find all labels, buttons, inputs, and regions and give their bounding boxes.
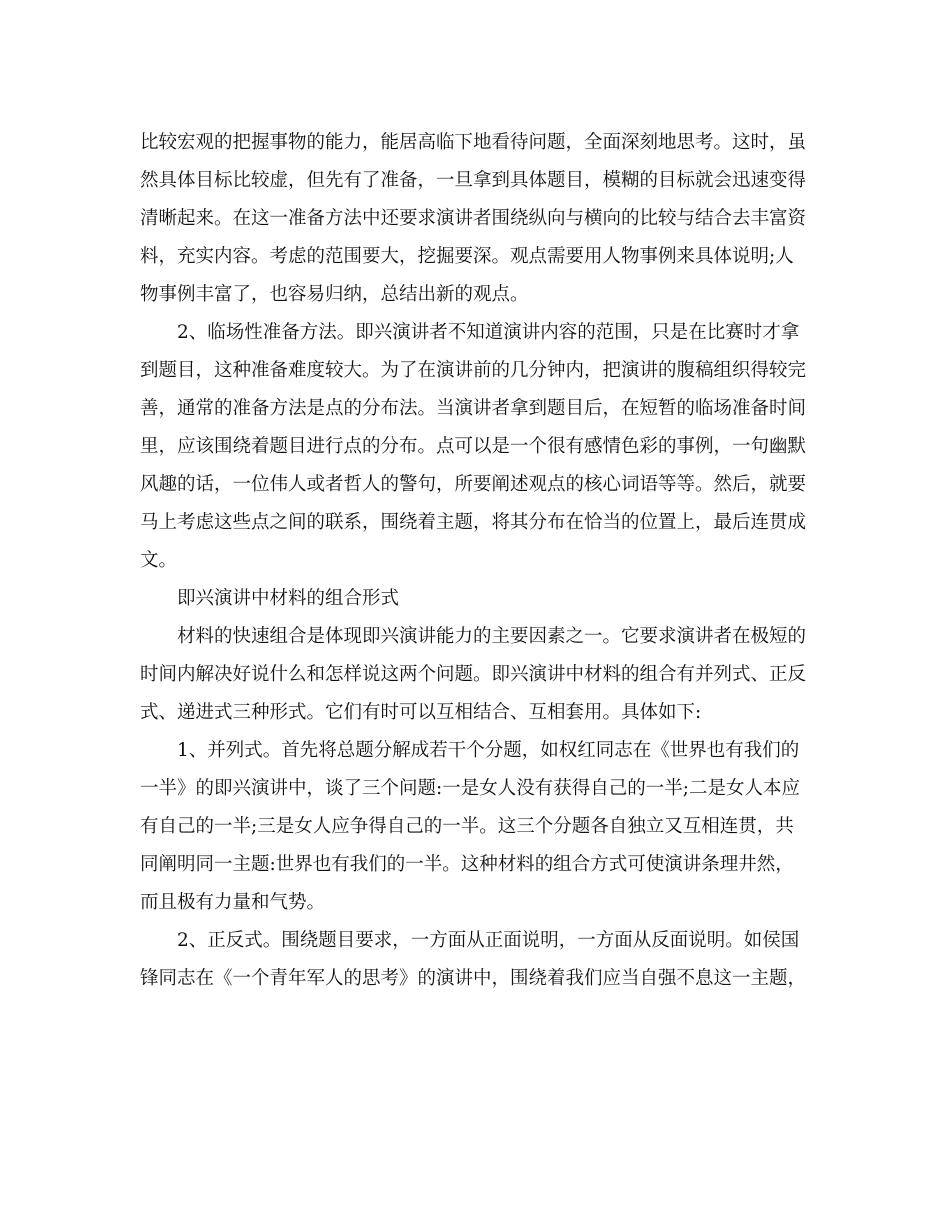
- paragraph-p4: [140, 618, 810, 732]
- text-line: 有自己的一半;三是女人应争得自己的一半。这三个分题各自独立又互相连贯，共: [140, 816, 794, 837]
- text-line: 材料的快速组合是体现即兴演讲能力的主要因素之一。它要求演讲者在极短的: [177, 626, 807, 647]
- text-line: 一半》的即兴演讲中，谈了三个问题:一是女人没有获得自己的一半;二是女人本应: [140, 778, 800, 799]
- text-line: 料，充实内容。考虑的范围要大，挖掘要深。观点需要用人物事例来具体说明;人: [140, 246, 794, 267]
- text-line: 文。: [140, 550, 178, 571]
- paragraph-p1: [140, 124, 810, 314]
- paragraph-p3: [140, 580, 810, 618]
- text-line: 物事例丰富了，也容易归纳，总结出新的观点。: [140, 284, 529, 305]
- text-line: 2、正反式。围绕题目要求，一方面从正面说明，一方面从反面说明。如侯国: [177, 930, 800, 951]
- text-line: 锋同志在《一个青年军人的思考》的演讲中，围绕着我们应当自强不息这一主题，: [140, 968, 807, 989]
- paragraph-p5: [140, 732, 810, 922]
- text-line: 清晰起来。在这一准备方法中还要求演讲者围绕纵向与横向的比较与结合去丰富资: [140, 208, 807, 229]
- text-line: 然具体目标比较虚，但先有了准备，一旦拿到具体题目，模糊的目标就会迅速变得: [140, 170, 807, 191]
- text-line: 2、临场性准备方法。即兴演讲者不知道演讲内容的范围，只是在比赛时才拿: [177, 322, 800, 343]
- text-line: 风趣的话，一位伟人或者哲人的警句，所要阐述观点的核心词语等等。然后，就要: [140, 474, 807, 495]
- text-line: 式、递进式三种形式。它们有时可以互相结合、互相套用。具体如下:: [140, 702, 702, 723]
- paragraph-p6: [140, 922, 810, 998]
- text-line: 善，通常的准备方法是点的分布法。当演讲者拿到题目后，在短暂的临场准备时间: [140, 398, 807, 419]
- document-body: [140, 124, 810, 998]
- text-line: 同阐明同一主题:世界也有我们的一半。这种材料的组合方式可使演讲条理井然，: [140, 854, 794, 875]
- text-line: 1、并列式。首先将总题分解成若干个分题，如权红同志在《世界也有我们的: [177, 740, 800, 761]
- text-line: 里，应该围绕着题目进行点的分布。点可以是一个很有感情色彩的事例，一句幽默: [140, 436, 807, 457]
- paragraph-p2: [140, 314, 810, 580]
- text-line: 而且极有力量和气势。: [140, 892, 326, 913]
- text-line: 时间内解决好说什么和怎样说这两个问题。即兴演讲中材料的组合有并列式、正反: [140, 664, 807, 685]
- text-line: 到题目，这种准备难度较大。为了在演讲前的几分钟内，把演讲的腹稿组织得较完: [140, 360, 807, 381]
- text-line: 马上考虑这些点之间的联系，围绕着主题，将其分布在恰当的位置上，最后连贯成: [140, 512, 807, 533]
- text-line: 比较宏观的把握事物的能力，能居高临下地看待问题，全面深刻地思考。这时，虽: [140, 132, 807, 153]
- text-line: 即兴演讲中材料的组合形式: [177, 588, 400, 609]
